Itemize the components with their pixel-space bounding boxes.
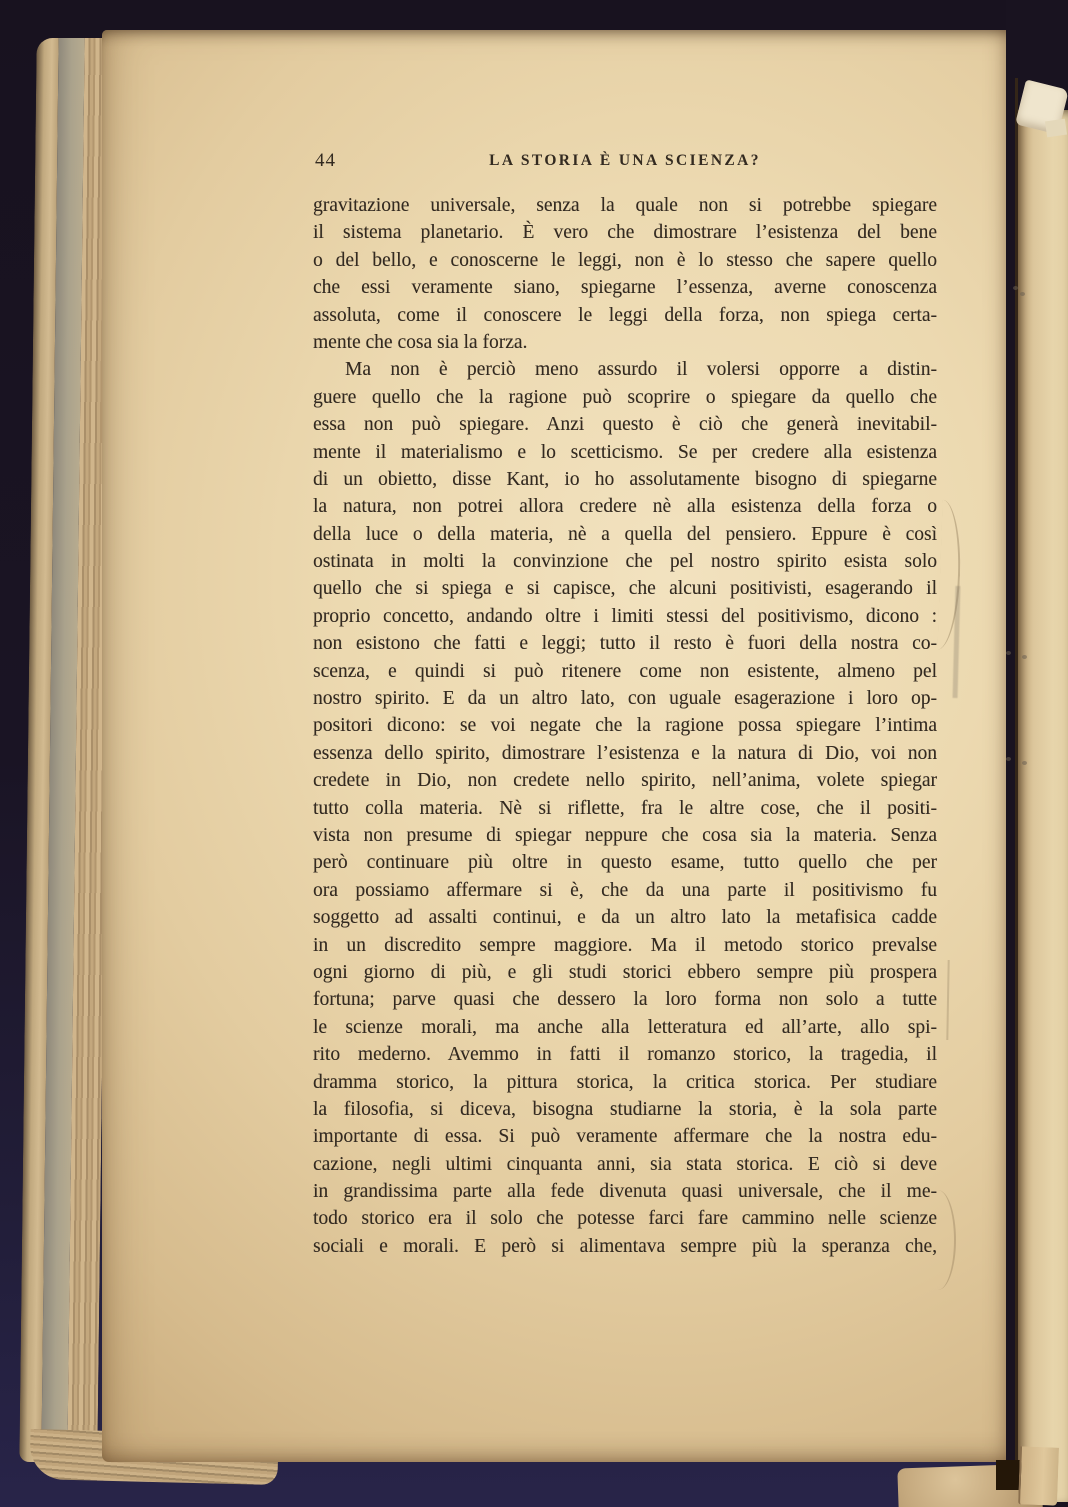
text-line: la filosofia, si diceva, bisogna studiarne la storia, è la sola parte — [313, 1098, 937, 1120]
pencil-line — [946, 960, 949, 1040]
text-line: la natura, non potrei allora credere nè alla esistenza della forza o — [313, 496, 937, 518]
text-line: quello che si spiega e si capisce, che alcuni positivisti, esagerando il — [313, 578, 937, 600]
text-line: essa non può spiegare. Anzi questo è ciò che generà inevitabil- — [313, 414, 937, 436]
text-line: ostinata in molti la convinzione che pel nostro spirito esista solo — [313, 551, 937, 573]
text-line: scenza, e quindi si può ritenere come non esistente, almeno pel — [313, 660, 937, 682]
text-line: tutto colla materia. Nè si riflette, fra le altre cose, che il positi- — [313, 797, 937, 819]
paper-speck — [1020, 292, 1025, 296]
text-line: proprio concetto, andando oltre i limiti stessi del positivismo, dicono : — [313, 605, 937, 627]
text-line: Ma non è perciò meno assurdo il volersi opporre a distin- — [345, 359, 937, 381]
text-line: che essi veramente siano, spiegarne l’essenza, averne conoscenza — [313, 277, 937, 299]
book-page — [102, 30, 1012, 1462]
text-line: il sistema planetario. È vero che dimostrare l’esistenza del bene — [313, 222, 937, 244]
paper-speck — [1013, 286, 1018, 290]
text-line: però continuare più oltre in questo esame, tutto quello che per — [313, 852, 937, 874]
text-line: di un obietto, disse Kant, io ho assolutamente bisogno di spiegarne — [313, 468, 937, 490]
text-line: le scienze morali, ma anche alla letteratura ed all’arte, allo spi- — [313, 1016, 937, 1038]
text-line: guere quello che la ragione può scoprire o spiegare da quello che — [313, 386, 937, 408]
text-line: essenza dello spirito, dimostrare l’esistenza e la natura di Dio, voi non — [313, 742, 937, 764]
running-title: LA STORIA È UNA SCIENZA? — [489, 152, 761, 169]
text-line: mente che cosa sia la forza. — [313, 331, 528, 353]
opposite-page-strip — [1018, 110, 1068, 1502]
page-stack-left-edge — [19, 38, 114, 1462]
text-line: importante di essa. Si può veramente affermare che la nostra edu- — [313, 1126, 937, 1148]
text-line: nostro spirito. E da un altro lato, con uguale esagerazione i loro op- — [313, 688, 937, 710]
text-line: o del bello, e conoscerne le leggi, non è lo stesso che sapere quello — [313, 249, 937, 271]
text-line: cazione, negli ultimi cinquanta anni, sia stata storica. E ciò si deve — [313, 1153, 937, 1175]
text-line: ogni giorno di più, e gli studi storici ebbero sempre più prospera — [313, 961, 937, 983]
text-line: rito mederno. Avemmo in fatti il romanzo storico, la tragedia, il — [313, 1044, 937, 1066]
text-line: in grandissima parte alla fede divenuta quasi universale, che il me- — [313, 1181, 937, 1203]
text-line: ora possiamo affermare si è, che da una parte il positivismo fu — [313, 879, 937, 901]
text-line: mente il materialismo e lo scetticismo. Se per credere alla esistenza — [313, 441, 937, 463]
text-line: gravitazione universale, senza la quale non si potrebbe spiegare — [313, 195, 937, 216]
paper-speck — [1022, 761, 1027, 765]
text-line: della luce o della materia, nè a quella del pensiero. Eppure è così — [313, 523, 937, 545]
text-line: non esistono che fatti e leggi; tutto il resto è fuori della nostra co- — [313, 633, 937, 655]
text-line: dramma storico, la pittura storica, la critica storica. Per studiare — [313, 1071, 937, 1093]
text-line: in un discredito sempre maggiore. Ma il metodo storico prevalse — [313, 934, 937, 956]
torn-paper-scrap-small — [1045, 119, 1067, 138]
text-line: todo storico era il solo che potesse farci fare cammino nelle scienze — [313, 1208, 937, 1230]
text-line: assoluta, come il conoscere le leggi della forza, non spiega certa- — [313, 304, 937, 326]
text-line: credete in Dio, non credete nello spirito, nell’anima, volete spiegar — [313, 770, 937, 792]
paper-speck — [1006, 757, 1011, 761]
paper-speck — [1022, 655, 1027, 659]
text-line: positori dicono: se voi negate che la ragione possa spiegare l’intima — [313, 715, 937, 737]
page-header — [313, 148, 937, 178]
text-block — [313, 192, 937, 1260]
paper-speck — [1006, 651, 1011, 655]
text-line: vista non presume di spiegar neppure che cosa sia la materia. Senza — [313, 824, 937, 846]
pencil-mark-arc-lower — [938, 1190, 956, 1290]
paper-tab — [1018, 1446, 1059, 1505]
text-line: soggetto ad assalti continui, e da un altro lato la metafisica cadde — [313, 907, 937, 929]
page-number: 44 — [315, 150, 336, 171]
text-line: fortuna; parve quasi che dessero la loro forma non solo a tutte — [313, 989, 937, 1011]
text-line: sociali e morali. E però si alimentava sempre più la speranza che, — [313, 1235, 937, 1257]
